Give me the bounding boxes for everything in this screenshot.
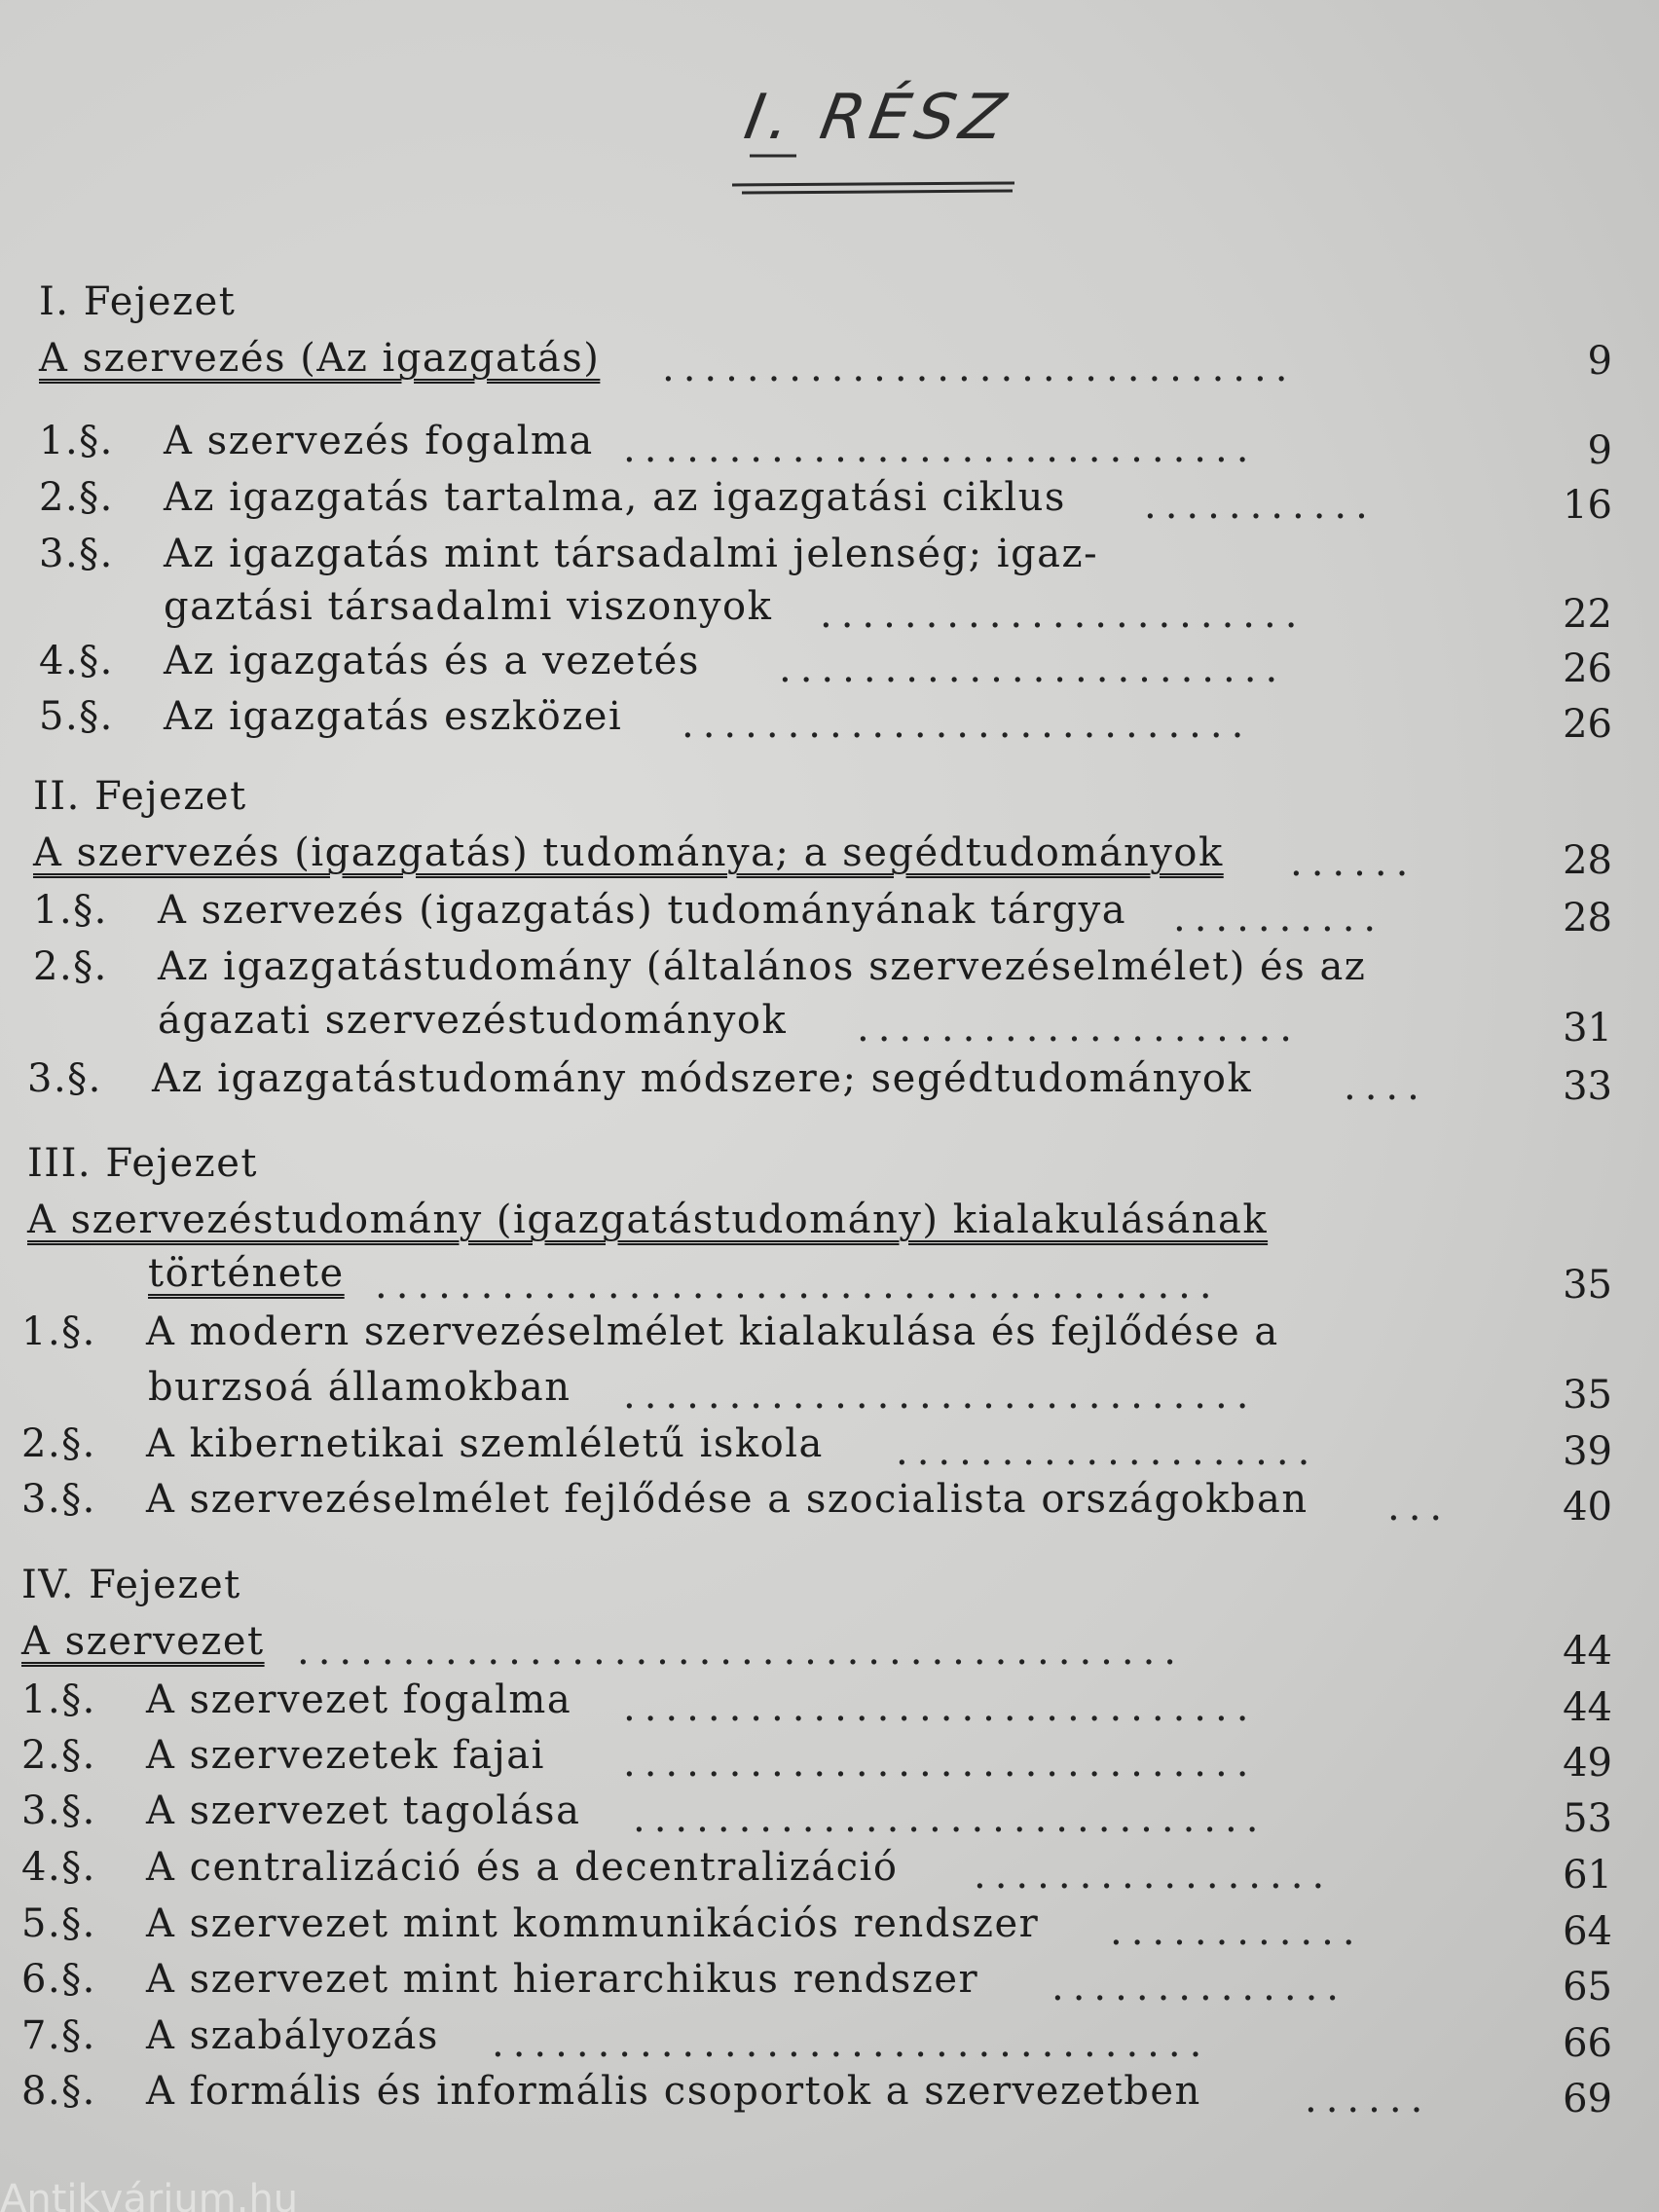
section-title-continued: ágazati szervezéstudományok [158, 998, 788, 1043]
page-number: 9 [1587, 339, 1612, 384]
dot-leader: .............................. [623, 1741, 1258, 1780]
section-number: 1.§. [21, 1309, 96, 1354]
section-title: Az igazgatás és a vezetés [164, 639, 700, 683]
toc-entry [21, 1677, 571, 1722]
section-number: 5.§. [39, 694, 114, 739]
toc-entry [33, 888, 1126, 933]
chapter-title [39, 336, 600, 381]
chapter-label: III. Fejezet [27, 1141, 258, 1186]
dot-leader: ..................... [857, 1006, 1302, 1045]
page-number: 64 [1563, 1909, 1612, 1954]
chapter-title [33, 830, 1224, 875]
section-title: A szervezés fogalma [164, 419, 594, 463]
page-number: 49 [1563, 1741, 1612, 1786]
chapter-label: IV. Fejezet [21, 1563, 241, 1607]
dot-leader: ........... [1144, 483, 1377, 522]
section-title: Az igazgatástudomány módszere; segédtudományok [152, 1056, 1253, 1101]
section-number: 2.§. [21, 1421, 96, 1466]
dot-leader: .................... [896, 1429, 1319, 1468]
dot-leader: ... [1387, 1485, 1452, 1524]
chapter-label: I. Fejezet [39, 279, 237, 324]
section-title: Az igazgatás tartalma, az igazgatási ciklus [164, 475, 1066, 520]
page-number: 44 [1563, 1685, 1612, 1730]
section-number: 2.§. [39, 475, 114, 520]
page-number: 40 [1563, 1485, 1612, 1530]
section-title-continued: burzsoá államokban [148, 1365, 571, 1410]
page-number: 35 [1563, 1373, 1612, 1418]
chapter-title-continued: története [148, 1251, 345, 1296]
section-number: 4.§. [21, 1845, 96, 1890]
toc-entry [21, 1421, 824, 1466]
section-number: 8.§. [21, 2069, 96, 2114]
section-number: 2.§. [33, 944, 108, 989]
toc-entry [21, 1477, 1309, 1522]
dot-leader: .............. [1051, 1965, 1348, 2004]
section-title: A szervezetek fajai [146, 1733, 545, 1778]
toc-entry [21, 1788, 580, 1833]
toc-entry [27, 1056, 1252, 1101]
toc-entry [39, 475, 1066, 520]
toc-entry [21, 1901, 1039, 1946]
dot-leader: ................. [974, 1853, 1334, 1892]
dot-leader: .......... [1173, 896, 1385, 935]
page-number: 16 [1563, 483, 1612, 528]
page-number: 65 [1563, 1965, 1612, 2009]
section-title: Az igazgatás mint társadalmi jelenség; igaz- [164, 532, 1099, 576]
section-title: A szervezet mint kommunikációs rendszer [146, 1901, 1040, 1946]
page-number: 31 [1563, 1006, 1612, 1051]
page-number: 44 [1563, 1629, 1612, 1674]
page-number: 22 [1563, 592, 1612, 637]
section-number: 4.§. [39, 639, 114, 683]
dot-leader: ............ [1110, 1909, 1364, 1948]
page-number: 28 [1563, 896, 1612, 940]
page-number: 28 [1563, 838, 1612, 883]
dot-leader: .............................. [623, 426, 1258, 465]
section-number: 6.§. [21, 1957, 96, 2002]
page-number: 26 [1563, 646, 1612, 691]
section-title-continued: gaztási társadalmi viszonyok [164, 584, 773, 629]
chapter-title-text: A szervezéstudomány (igazgatástudomány) kialakulásának [27, 1198, 1269, 1242]
chapter-title-continuation [148, 1251, 345, 1296]
dot-leader: .............................. [623, 1373, 1258, 1412]
dot-leader: ...... [1305, 2077, 1432, 2116]
toc-entry [39, 419, 594, 463]
page-number: 9 [1587, 428, 1612, 473]
page-number: 35 [1563, 1263, 1612, 1308]
toc-entry [39, 639, 700, 683]
section-title: A formális és informális csoportok a szervezetben [146, 2069, 1201, 2114]
toc-entry [21, 1957, 978, 2002]
dot-leader: .............................. [623, 1685, 1258, 1724]
toc-entry [21, 1309, 1279, 1354]
section-title: A modern szervezéselmélet kialakulása és fejlődése a [146, 1309, 1279, 1354]
chapter-title-text: A szervezés (igazgatás) tudománya; a segédtudományok [33, 830, 1224, 875]
section-title: A szervezet fogalma [146, 1677, 572, 1722]
dot-leader: ....................... [820, 592, 1307, 631]
page-number: 61 [1563, 1853, 1612, 1898]
toc-entry [21, 2069, 1201, 2114]
section-title: A centralizáció és a decentralizáció [146, 1845, 899, 1890]
section-number: 1.§. [33, 888, 108, 933]
watermark-text: Antikvárium.hu [0, 2177, 299, 2212]
dot-leader: .......................................... [297, 1629, 1186, 1668]
page-number: 33 [1563, 1064, 1612, 1109]
section-number: 7.§. [21, 2013, 96, 2058]
section-number: 1.§. [21, 1677, 96, 1722]
section-number: 3.§. [21, 1788, 96, 1833]
part-heading-text: I. RÉSZ [739, 82, 1016, 154]
dot-leader: .............................. [633, 1796, 1268, 1835]
dot-leader: ...... [1290, 840, 1418, 879]
toc-entry-continuation [158, 998, 787, 1043]
page-number: 69 [1563, 2077, 1612, 2121]
dot-leader: ........................... [682, 702, 1253, 741]
section-title: A szervezet tagolása [146, 1788, 581, 1833]
section-title: Az igazgatástudomány (általános szervezéselmélet) és az [158, 944, 1367, 989]
toc-entry [21, 1845, 898, 1890]
section-title: A szervezet mint hierarchikus rendszer [146, 1957, 979, 2002]
chapter-label: II. Fejezet [33, 774, 247, 819]
dot-leader: ........................ [779, 646, 1287, 685]
section-number: 3.§. [27, 1056, 102, 1101]
dot-leader: .............................. [662, 346, 1297, 385]
page-number: 53 [1563, 1796, 1612, 1841]
toc-entry [39, 532, 1098, 576]
section-title: A szervezés (igazgatás) tudományának tárgya [158, 888, 1127, 933]
toc-entry [21, 1733, 545, 1778]
dot-leader: .... [1344, 1064, 1428, 1103]
toc-entry [33, 944, 1366, 989]
section-title: Az igazgatás eszközei [164, 694, 623, 739]
section-number: 5.§. [21, 1901, 96, 1946]
section-number: 2.§. [21, 1733, 96, 1778]
section-number: 3.§. [39, 532, 114, 576]
toc-entry-continuation [148, 1365, 571, 1410]
section-title: A kibernetikai szemléletű iskola [146, 1421, 824, 1466]
chapter-title [27, 1198, 1268, 1242]
page-number: 66 [1563, 2021, 1612, 2066]
page-number: 39 [1563, 1429, 1612, 1474]
toc-entry [21, 2013, 439, 2058]
chapter-title-text: A szervezet [21, 1619, 265, 1664]
dot-leader: ........................................ [375, 1263, 1221, 1302]
chapter-title [21, 1619, 265, 1664]
chapter-title-text: A szervezés (Az igazgatás) [39, 336, 601, 381]
toc-entry-continuation [164, 584, 772, 629]
section-title: A szervezéselmélet fejlődése a szocialista országokban [146, 1477, 1309, 1522]
section-number: 3.§. [21, 1477, 96, 1522]
toc-entry [39, 694, 622, 739]
page-number: 26 [1563, 702, 1612, 747]
section-number: 1.§. [39, 419, 114, 463]
section-title: A szabályozás [146, 2013, 439, 2058]
dot-leader: .................................. [492, 2021, 1211, 2060]
